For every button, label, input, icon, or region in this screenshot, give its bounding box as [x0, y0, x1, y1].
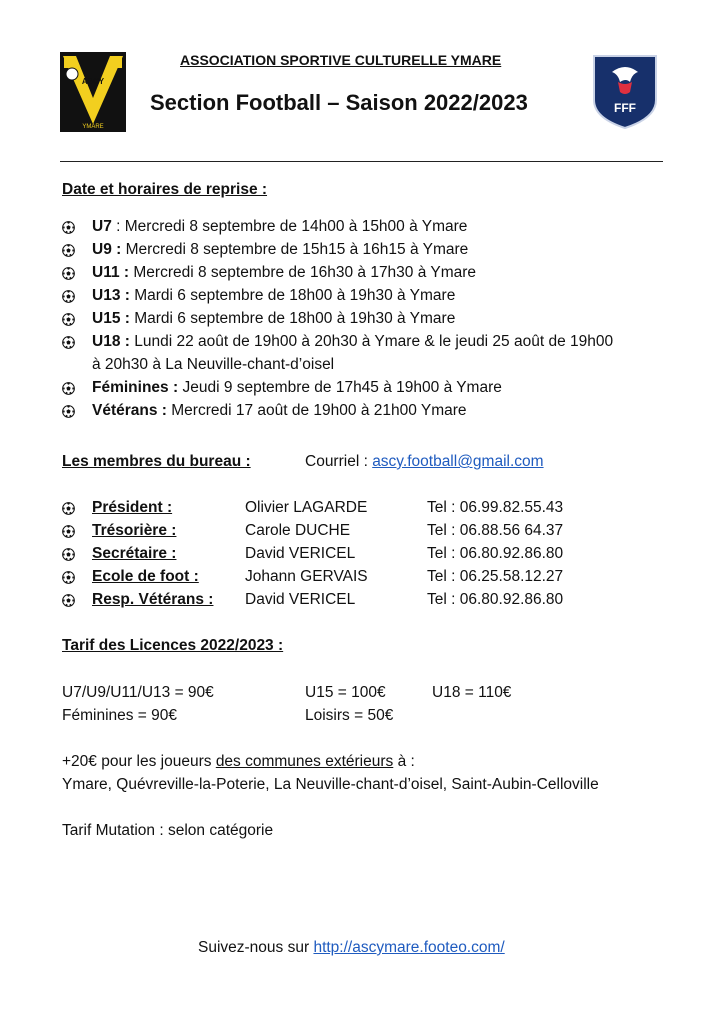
reprise-category: U9 :: [92, 241, 122, 258]
reprise-schedule: Mardi 6 septembre de 18h00 à 19h30 à Ymare: [134, 287, 456, 304]
reprise-item: [92, 333, 613, 351]
soccer-ball-icon: [62, 382, 75, 395]
soccer-ball-icon: [62, 313, 75, 326]
reprise-schedule: Jeudi 9 septembre de 17h45 à 19h00 à Ymare: [182, 379, 502, 396]
soccer-ball-icon: [62, 502, 75, 515]
member-role: Ecole de foot :: [92, 568, 199, 585]
soccer-ball-icon: [62, 244, 75, 257]
fff-logo: [590, 52, 660, 130]
soccer-ball-icon: [62, 405, 75, 418]
reprise-item: [92, 379, 502, 397]
footer-prefix: Suivez-nous sur: [198, 939, 314, 956]
club-logo-caption: YMARE: [82, 124, 104, 130]
tarif-u18: U18 = 110€: [432, 684, 512, 701]
tarifs-heading: Tarif des Licences 2022/2023 :: [62, 637, 284, 654]
header-divider: [60, 161, 663, 162]
member-role: Secrétaire :: [92, 545, 177, 562]
soccer-ball-icon: [62, 548, 75, 561]
footer-line: [198, 939, 505, 957]
soccer-ball-icon: [62, 525, 75, 538]
supplement-line: [62, 753, 415, 771]
member-role: Trésorière :: [92, 522, 177, 539]
website-link[interactable]: http://ascymare.footeo.com/: [313, 939, 505, 956]
reprise-item: [92, 218, 467, 236]
reprise-item: [92, 310, 455, 328]
soccer-ball-icon: [62, 290, 75, 303]
tarif-u7-u13: U7/U9/U11/U13 = 90€: [62, 684, 214, 701]
reprise-category: U18 :: [92, 333, 130, 350]
member-phone: Tel : 06.80.92.86.80: [427, 545, 564, 562]
supplement-link: des communes extérieurs: [215, 753, 394, 770]
member-name: Carole DUCHE: [245, 522, 351, 539]
club-logo: [60, 52, 126, 132]
mutation-text: Tarif Mutation : selon catégorie: [62, 822, 274, 839]
reprise-category: U13 :: [92, 287, 130, 304]
reprise-schedule: Mercredi 8 septembre de 16h30 à 17h30 à Ymare: [133, 264, 477, 281]
soccer-ball-icon: [62, 221, 75, 234]
member-phone: Tel : 06.88.56 64.37: [427, 522, 564, 539]
fff-logo-text: FFF: [614, 101, 636, 115]
reprise-schedule: Lundi 22 août de 19h00 à 20h30 à Ymare & le jeudi 25 août de 19h00: [134, 333, 614, 350]
email-row: [305, 453, 544, 471]
association-name: ASSOCIATION SPORTIVE CULTURELLE YMARE: [180, 52, 502, 68]
tarif-u15: U15 = 100€: [305, 684, 386, 701]
member-name: Johann GERVAIS: [245, 568, 368, 585]
soccer-ball-icon: [62, 336, 75, 349]
soccer-ball-icon: [62, 594, 75, 607]
reprise-item: [92, 264, 476, 282]
reprise-schedule: Mercredi 17 août de 19h00 à 21h00 Ymare: [171, 402, 467, 419]
reprise-category: Féminines :: [92, 379, 179, 396]
reprise-item: [92, 287, 455, 305]
member-name: David VERICEL: [245, 545, 356, 562]
reprise-separator: :: [111, 218, 125, 235]
reprise-category: U15 :: [92, 310, 130, 327]
supplement-suffix: à :: [393, 753, 415, 770]
member-phone: Tel : 06.80.92.86.80: [427, 591, 564, 608]
member-role: Président :: [92, 499, 173, 516]
club-logo-text: ASCY: [81, 77, 105, 86]
reprise-category: U7: [92, 218, 112, 235]
member-name: Olivier LAGARDE: [245, 499, 368, 516]
reprise-schedule: Mardi 6 septembre de 18h00 à 19h30 à Ymare: [134, 310, 456, 327]
reprise-item: [92, 402, 467, 420]
email-label: Courriel :: [305, 453, 373, 470]
reprise-schedule-continued: à 20h30 à La Neuville-chant-d’oisel: [92, 356, 335, 373]
reprise-item: [92, 241, 468, 259]
member-name: David VERICEL: [245, 591, 356, 608]
reprise-category: Vétérans :: [92, 402, 167, 419]
reprise-category: U11 :: [92, 264, 130, 281]
member-phone: Tel : 06.25.58.12.27: [427, 568, 564, 585]
communes-list: Ymare, Quévreville-la-Poterie, La Neuville-chant-d’oisel, Saint-Aubin-Celloville: [62, 776, 599, 793]
tarif-feminines: Féminines = 90€: [62, 707, 178, 724]
reprise-schedule: Mercredi 8 septembre de 15h15 à 16h15 à Ymare: [125, 241, 469, 258]
reprise-schedule: Mercredi 8 septembre de 14h00 à 15h00 à Ymare: [124, 218, 468, 235]
member-phone: Tel : 06.99.82.55.43: [427, 499, 564, 516]
soccer-ball-icon: [62, 571, 75, 584]
bureau-heading: Les membres du bureau :: [62, 453, 251, 470]
reprise-heading: Date et horaires de reprise :: [62, 181, 268, 198]
page-title: Section Football – Saison 2022/2023: [150, 90, 528, 115]
soccer-ball-icon: [62, 267, 75, 280]
email-link[interactable]: ascy.football@gmail.com: [372, 453, 544, 470]
tarif-loisirs: Loisirs = 50€: [305, 707, 394, 724]
supplement-prefix: +20€ pour les joueurs: [62, 753, 216, 770]
member-role: Resp. Vétérans :: [92, 591, 214, 608]
